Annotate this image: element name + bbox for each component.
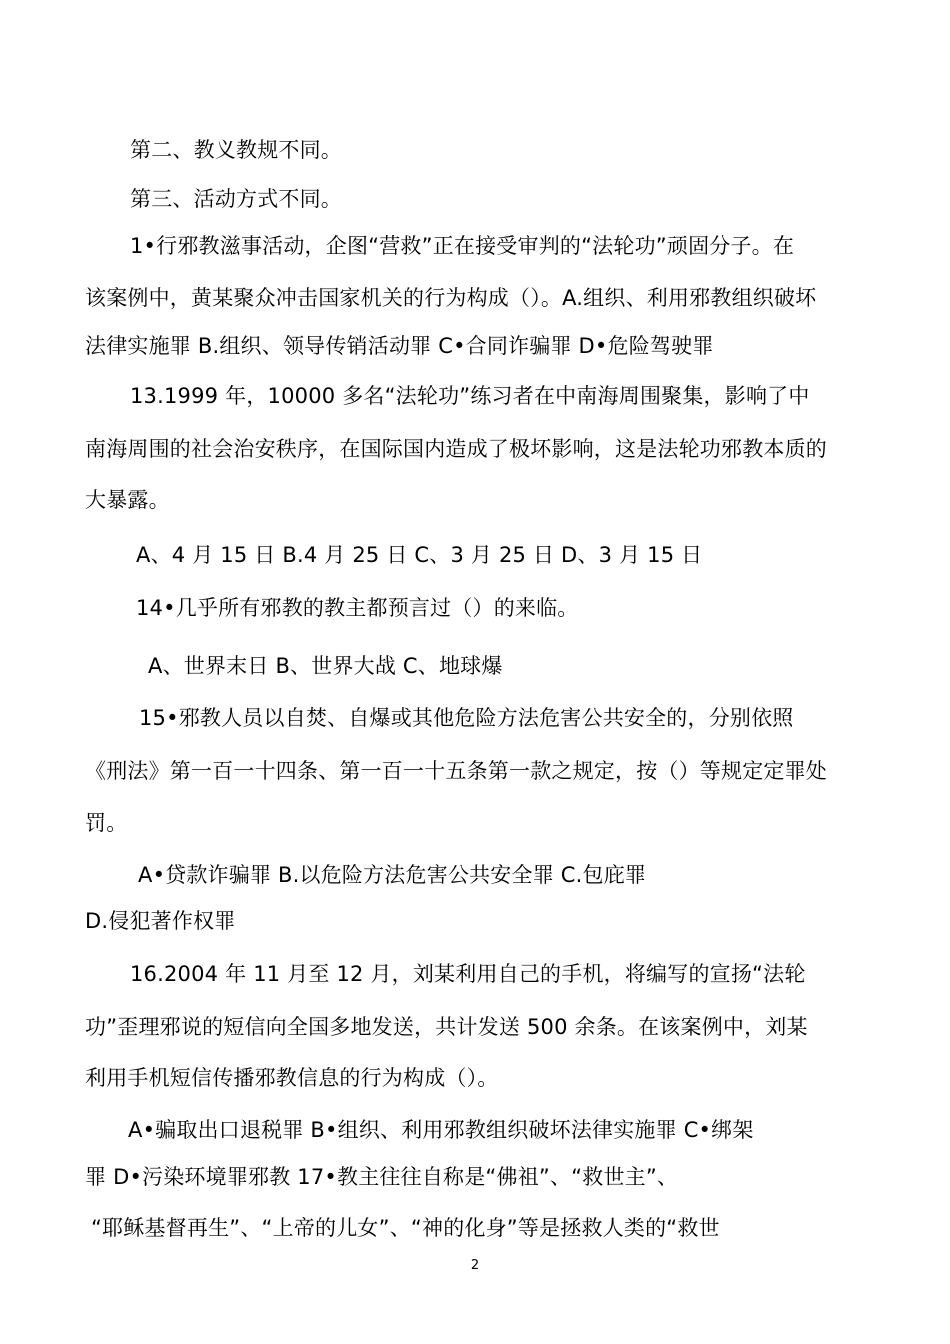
text-line-15: A•贷款诈骗罪 B.以危险方法危害公共安全罪 C.包庇罪 [138, 863, 647, 887]
text-line-13: 《刑法》第一百一十四条、第一百一十五条第一款之规定，按（）等规定定罪处 [85, 759, 827, 783]
text-line-2: 第三、活动方式不同。 [130, 187, 342, 211]
text-line-1: 第二、教义教规不同。 [130, 138, 342, 162]
text-line-12: 15•邪教人员以自焚、自爆或其他危险方法危害公共安全的，分别依照 [139, 706, 794, 730]
text-line-10: 14•几乎所有邪教的教主都预言过（）的来临。 [136, 596, 579, 620]
page-number: 2 [470, 1258, 480, 1273]
text-line-4: 该案例中，黄某聚众冲击国家机关的行为构成（）。A.组织、利用邪教组织破坏 [85, 286, 817, 310]
text-line-8: 大暴露。 [85, 488, 170, 512]
text-line-9: A、4 月 15 日 B.4 月 25 日 C、3 月 25 日 D、3 月 15 日 [136, 543, 703, 567]
text-line-21: 罪 D•污染环境罪邪教 17•教主往往自称是“佛祖”、“救世主”、 [85, 1165, 679, 1189]
text-line-5: 法律实施罪 B.组织、领导传销活动罪 C•合同诈骗罪 D•危险驾驶罪 [85, 334, 714, 358]
text-line-22: “耶稣基督再生”、“上帝的儿女”、“神的化身”等是拯救人类的“救世 [91, 1216, 720, 1240]
text-line-16: D.侵犯著作权罪 [85, 909, 236, 933]
text-line-7: 南海周围的社会治安秩序，在国际国内造成了极坏影响，这是法轮功邪教本质的 [85, 437, 827, 461]
text-line-3: 1•行邪教滋事活动，企图“营救”正在接受审判的“法轮功”顽固分子。在 [130, 234, 795, 258]
text-line-6: 13.1999 年，10000 多名“法轮功”练习者在中南海周围聚集，影响了中 [130, 384, 810, 408]
text-line-20: A•骗取出口退税罪 B•组织、利用邪教组织破坏法律实施罪 C•绑架 [128, 1118, 754, 1142]
text-line-11: A、世界末日 B、世界大战 C、地球爆 [148, 654, 503, 678]
text-line-19: 利用手机短信传播邪教信息的行为构成（）。 [85, 1066, 499, 1090]
text-line-17: 16.2004 年 11 月至 12 月，刘某利用自己的手机，将编写的宣扬“法轮 [130, 962, 806, 986]
text-line-14: 罚。 [85, 811, 128, 835]
text-line-18: 功”歪理邪说的短信向全国多地发送，共计发送 500 余条。在该案例中，刘某 [85, 1015, 808, 1039]
